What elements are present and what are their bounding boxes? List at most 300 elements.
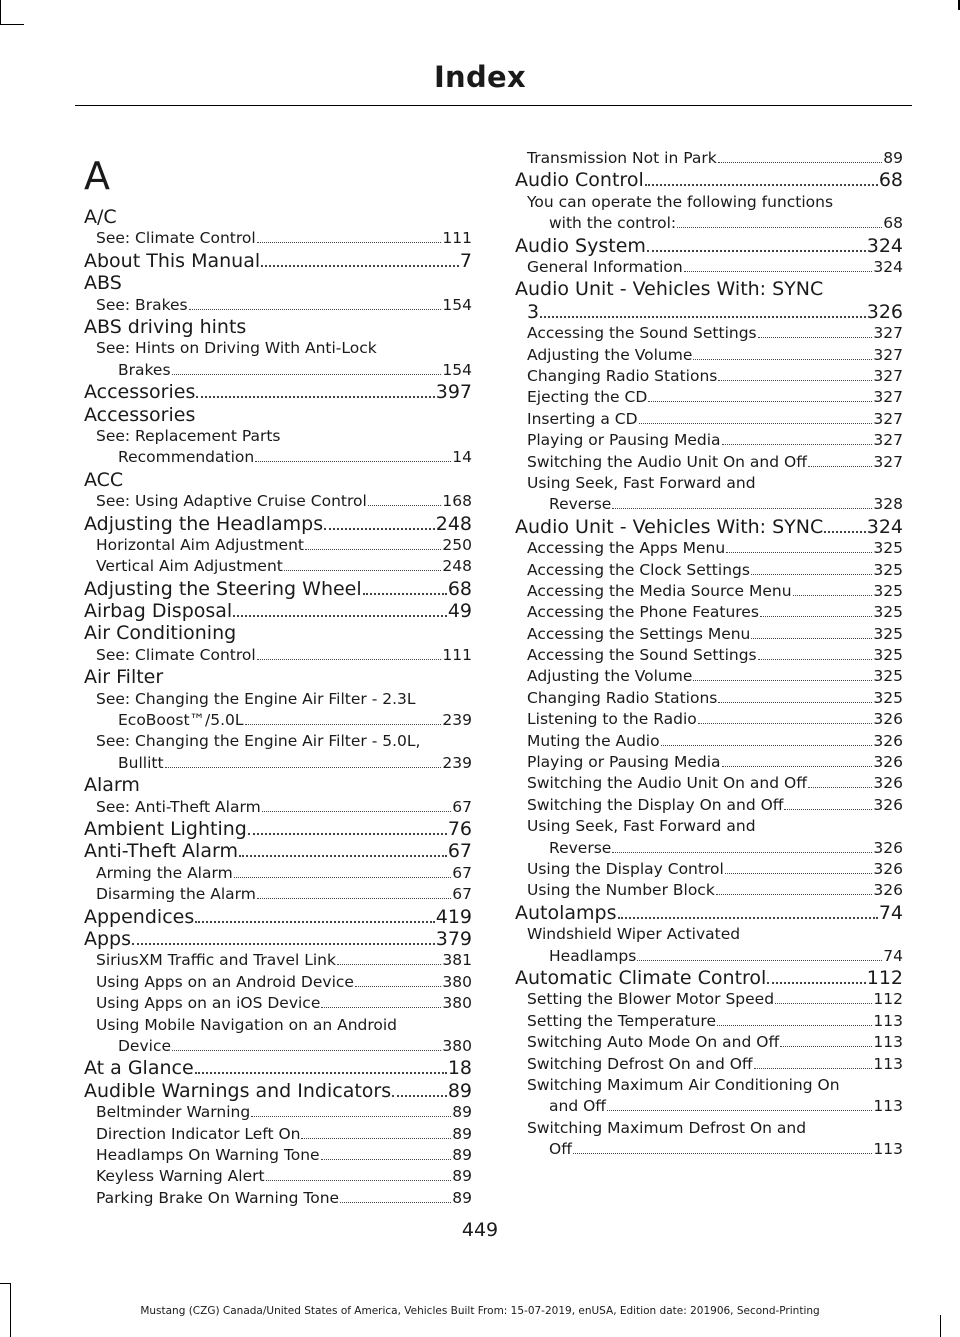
entry-label-continued: EcoBoost™/5.0L [118, 711, 244, 730]
dot-leader [284, 570, 442, 571]
entry-page: 89 [452, 1103, 472, 1122]
index-entry [515, 709, 903, 730]
entry-page: 324 [873, 257, 903, 276]
entry-page: 89 [883, 149, 903, 167]
entry-page: 380 [442, 994, 472, 1013]
entry-label: See: Climate Control [96, 229, 256, 248]
index-entry [515, 581, 903, 602]
index-entry [515, 795, 903, 816]
dot-leader [248, 833, 447, 835]
dot-leader [257, 659, 442, 660]
index-entry [84, 316, 472, 338]
index-entry [84, 1124, 472, 1145]
entry-label: See: Changing the Engine Air Filter - 5.0L, [96, 732, 421, 751]
entry-label: Listening to the Radio [527, 710, 697, 729]
dot-leader [637, 960, 882, 961]
entry-label: Autolamps [515, 901, 617, 924]
entry-label: Accessing the Media Source Menu [527, 581, 792, 600]
index-entry [515, 1075, 903, 1118]
entry-page: 239 [442, 753, 472, 772]
index-entry [84, 906, 472, 928]
entry-page: 325 [873, 667, 903, 686]
index-entry [515, 924, 903, 967]
index-entry [84, 622, 472, 644]
index-entry [84, 1166, 472, 1187]
entry-label: About This Manual [84, 249, 261, 272]
entry-page: 326 [873, 860, 903, 879]
entry-page: 112 [866, 967, 903, 989]
dot-leader [661, 745, 873, 746]
entry-label: Arming the Alarm [96, 863, 233, 882]
index-entry [84, 1015, 472, 1058]
index-entry [515, 1032, 903, 1053]
index-entry [84, 840, 472, 862]
dot-leader [257, 242, 442, 243]
entry-label: See: Climate Control [96, 645, 256, 664]
entry-label: Air Filter [84, 666, 164, 689]
index-entry [84, 1057, 472, 1079]
dot-leader [132, 943, 435, 945]
entry-page: 327 [873, 388, 903, 407]
dot-leader [234, 877, 452, 878]
entry-page: 68 [878, 169, 903, 192]
index-entry [515, 560, 903, 581]
index-entry [84, 863, 472, 884]
entry-page: 325 [873, 581, 903, 600]
entry-page: 168 [442, 492, 472, 511]
entry-label: Parking Brake On Warning Tone [96, 1188, 340, 1207]
index-entry [515, 1054, 903, 1075]
index-column-right [515, 148, 903, 1161]
entry-label: Switching the Audio Unit On and Off [527, 774, 807, 793]
entry-page: 113 [873, 1097, 903, 1116]
entry-page: 18 [447, 1057, 472, 1080]
dot-leader [266, 1180, 452, 1181]
index-entry [515, 816, 903, 859]
entry-label: Audio Unit - Vehicles With: SYNC [515, 278, 824, 301]
entry-page: 326 [873, 774, 903, 793]
dot-leader [172, 1050, 441, 1051]
index-entry [84, 928, 472, 950]
dot-leader [717, 1025, 872, 1026]
entry-label: Keyless Warning Alert [96, 1167, 265, 1186]
index-entry [515, 880, 903, 901]
entry-label: Audio Unit - Vehicles With: SYNC [515, 515, 824, 538]
entry-page: 325 [873, 539, 903, 558]
index-entry [515, 773, 903, 794]
index-entry [84, 731, 472, 774]
dot-leader [392, 1095, 447, 1097]
entry-page: 74 [878, 901, 903, 924]
dot-leader [165, 767, 442, 768]
entry-label: Accessing the Settings Menu [527, 624, 751, 643]
dot-leader [321, 1159, 452, 1160]
entry-label: Adjusting the Volume [527, 667, 693, 686]
entry-page: 327 [873, 366, 903, 385]
index-entries-right [515, 148, 903, 1161]
index-entry [84, 556, 472, 577]
index-entry [515, 452, 903, 473]
dot-leader [808, 787, 873, 788]
entry-page: 325 [873, 688, 903, 707]
index-entry [84, 513, 472, 535]
entry-label-continued: Recommendation [118, 448, 255, 467]
entry-label-continued: Bullitt [118, 753, 164, 772]
entry-label: Switching Defrost On and Off [527, 1054, 753, 1073]
index-entry [84, 338, 472, 381]
entry-page: 397 [435, 381, 472, 404]
index-entry [515, 409, 903, 430]
entry-label: Air Conditioning [84, 622, 237, 645]
entry-label-continued: Reverse [549, 495, 612, 514]
entry-page: 419 [435, 905, 472, 928]
entry-label: Accessing the Apps Menu [527, 539, 726, 558]
dot-leader [693, 680, 872, 681]
entry-page: 89 [447, 1079, 472, 1102]
entry-label: Alarm [84, 774, 140, 797]
entry-label: Inserting a CD [527, 409, 638, 428]
entry-label: Playing or Pausing Media [527, 753, 721, 772]
index-entry [515, 257, 903, 278]
entry-page: 67 [452, 797, 472, 816]
index-entry [84, 774, 472, 796]
index-entry [84, 535, 472, 556]
index-entry [84, 469, 472, 491]
entry-label: See: Hints on Driving With Anti-Lock [96, 339, 377, 358]
entry-page: 68 [447, 577, 472, 600]
entry-page: 326 [873, 795, 903, 814]
index-entry [84, 295, 472, 316]
dot-leader [612, 508, 872, 509]
entry-label: Accessing the Sound Settings [527, 324, 757, 343]
dot-leader [758, 337, 873, 338]
entry-page: 326 [873, 753, 903, 772]
index-entry [84, 426, 472, 469]
dot-leader [324, 528, 435, 530]
dot-leader [355, 986, 441, 987]
index-entry [515, 752, 903, 773]
entry-label: Direction Indicator Left On [96, 1124, 301, 1143]
entry-page: 154 [442, 295, 472, 314]
index-entry [84, 645, 472, 666]
entry-page: 381 [442, 951, 472, 970]
entry-page: 89 [452, 1188, 472, 1207]
entry-label: ABS [84, 272, 122, 295]
index-entry [84, 950, 472, 971]
entry-label: Audio Control [515, 169, 644, 192]
index-entry [515, 538, 903, 559]
entry-label: Setting the Blower Motor Speed [527, 990, 775, 1009]
entry-page: 239 [442, 711, 472, 730]
entry-label: Switching Maximum Defrost On and [527, 1118, 807, 1137]
entry-label: Changing Radio Stations [527, 688, 718, 707]
dot-leader [172, 374, 442, 375]
entry-label: Audio System [515, 234, 646, 257]
dot-leader [261, 265, 459, 267]
entry-page: 250 [442, 535, 472, 554]
dot-leader [262, 811, 452, 812]
entry-label: General Information [527, 257, 683, 276]
index-entry [84, 797, 472, 818]
entry-label: Vertical Aim Adjustment [96, 557, 283, 576]
entry-page: 89 [452, 1167, 472, 1186]
entry-label: Switching the Audio Unit On and Off [527, 452, 807, 471]
entry-page: 325 [873, 560, 903, 579]
index-entries-left [84, 206, 472, 1209]
dot-leader [233, 615, 447, 617]
index-entry [515, 473, 903, 516]
entry-label-continued: Headlamps [549, 946, 637, 965]
dot-leader [758, 659, 873, 660]
index-entry [515, 967, 903, 989]
dot-leader [340, 1202, 451, 1203]
entry-label-continued: Brakes [118, 360, 171, 379]
index-entry [515, 645, 903, 666]
entry-page: 325 [873, 603, 903, 622]
dot-leader [245, 724, 442, 725]
entry-page: 76 [447, 818, 472, 841]
entry-page: 326 [873, 731, 903, 750]
index-entry [515, 731, 903, 752]
entry-label: Apps [84, 928, 132, 951]
entry-label: Setting the Temperature [527, 1011, 716, 1030]
dot-leader [754, 1068, 873, 1069]
dot-leader [718, 702, 872, 703]
crop-mark [0, 0, 1, 24]
entry-label: ACC [84, 468, 124, 491]
dot-leader [251, 1116, 451, 1117]
index-entry [515, 387, 903, 408]
dot-leader [684, 271, 873, 272]
entry-page: 380 [442, 1036, 472, 1055]
entry-page: 327 [873, 324, 903, 343]
dot-leader [189, 309, 442, 310]
dot-leader [722, 766, 873, 767]
entry-page: 113 [873, 1054, 903, 1073]
dot-leader [767, 982, 865, 984]
entry-label: Beltminder Warning [96, 1103, 251, 1122]
index-entry [515, 666, 903, 687]
dot-leader [607, 1110, 872, 1111]
dot-leader [793, 595, 873, 596]
dot-leader [612, 852, 872, 853]
index-entry [84, 600, 472, 622]
entry-label-continued: Device [118, 1036, 172, 1055]
dot-leader [760, 616, 872, 617]
entry-label: Horizontal Aim Adjustment [96, 535, 304, 554]
entry-label: Automatic Climate Control [515, 967, 767, 989]
crop-mark [940, 1315, 941, 1337]
page-title: Index [433, 60, 527, 94]
entry-label: Using Seek, Fast Forward and [527, 473, 756, 492]
entry-page: 327 [873, 345, 903, 364]
entry-label: Changing Radio Stations [527, 366, 718, 385]
crop-mark [0, 24, 24, 25]
index-entry [515, 235, 903, 257]
index-entry [84, 250, 472, 272]
index-entry [515, 366, 903, 387]
dot-leader [363, 593, 447, 595]
index-entry [84, 1080, 472, 1102]
index-entry [515, 859, 903, 880]
entry-page: 67 [447, 840, 472, 863]
index-entry [515, 516, 903, 538]
entry-label: Using Seek, Fast Forward and [527, 817, 756, 836]
entry-page: 324 [866, 234, 903, 257]
entry-page: 89 [452, 1145, 472, 1164]
index-entry [515, 989, 903, 1010]
index-entry [84, 884, 472, 905]
index-entry [84, 228, 472, 249]
index-entry [515, 278, 903, 323]
dot-leader [775, 1003, 872, 1004]
entry-page: 326 [873, 710, 903, 729]
entry-label-continued: Reverse [549, 838, 612, 857]
index-entry [515, 1011, 903, 1032]
entry-page: 111 [442, 645, 472, 664]
index-entry [84, 993, 472, 1014]
entry-page: 328 [873, 495, 903, 514]
entry-page: 74 [883, 946, 903, 965]
entry-page: 327 [873, 452, 903, 471]
entry-label: Switching Maximum Air Conditioning On [527, 1075, 840, 1094]
index-entry [84, 404, 472, 426]
entry-page: 113 [873, 1033, 903, 1052]
entry-label: Disarming the Alarm [96, 885, 256, 904]
entry-page: 68 [883, 214, 903, 233]
entry-label: Accessories [84, 403, 196, 426]
entry-page: 67 [452, 885, 472, 904]
entry-label: ABS driving hints [84, 315, 247, 338]
entry-label: Transmission Not in Park [527, 149, 717, 167]
dot-leader [648, 401, 872, 402]
dot-leader [824, 531, 865, 533]
entry-label: Using the Display Control [527, 860, 724, 879]
entry-label: Using Apps on an iOS Device [96, 994, 321, 1013]
entry-page: 325 [873, 624, 903, 643]
entry-label: Accessing the Phone Features [527, 603, 759, 622]
index-entry [515, 345, 903, 366]
dot-leader [618, 917, 878, 919]
entry-label-continued: with the control: [549, 214, 677, 233]
dot-leader [195, 1072, 447, 1074]
entry-label: See: Using Adaptive Cruise Control [96, 492, 367, 511]
index-entry [515, 430, 903, 451]
index-entry [515, 902, 903, 924]
entry-page: 380 [442, 972, 472, 991]
index-entry [84, 272, 472, 294]
dot-leader [698, 723, 873, 724]
entry-page: 111 [442, 229, 472, 248]
index-entry [515, 1118, 903, 1161]
entry-page: 248 [442, 557, 472, 576]
index-entry [515, 148, 903, 169]
index-entry [84, 689, 472, 732]
index-entry [515, 169, 903, 191]
entry-label: Windshield Wiper Activated [527, 925, 741, 944]
dot-leader [784, 809, 872, 810]
index-column-left [84, 148, 472, 1209]
dot-leader [195, 921, 435, 923]
entry-page: 326 [873, 838, 903, 857]
index-entry [84, 818, 472, 840]
entry-page: 113 [873, 1140, 903, 1159]
dot-leader [645, 184, 878, 186]
entry-page: 7 [459, 249, 472, 272]
entry-label: Appendices [84, 905, 195, 928]
dot-leader [257, 898, 451, 899]
entry-label: SiriusXM Traffic and Travel Link [96, 951, 336, 970]
dot-leader [301, 1138, 451, 1139]
dot-leader [751, 574, 872, 575]
index-entry [84, 1188, 472, 1209]
index-entry [515, 624, 903, 645]
entry-page: 112 [873, 990, 903, 1009]
entry-label: Adjusting the Headlamps [84, 512, 324, 535]
dot-leader [693, 359, 872, 360]
entry-label: Headlamps On Warning Tone [96, 1145, 320, 1164]
dot-leader [726, 552, 872, 553]
dot-leader [368, 505, 442, 506]
dot-leader [677, 227, 882, 228]
dot-leader [716, 894, 873, 895]
index-entry [84, 1102, 472, 1123]
entry-label: Switching Auto Mode On and Off [527, 1033, 780, 1052]
entry-label: Accessing the Clock Settings [527, 560, 750, 579]
entry-label-continued: Off [549, 1140, 572, 1159]
dot-leader [639, 423, 873, 424]
index-entry [84, 206, 472, 228]
index-entry [84, 578, 472, 600]
entry-label: Using Apps on an Android Device [96, 972, 354, 991]
crop-mark [0, 1283, 10, 1284]
index-entry [515, 192, 903, 235]
dot-leader [337, 964, 441, 965]
entry-page: 326 [873, 881, 903, 900]
dot-leader [725, 873, 873, 874]
dot-leader [808, 466, 873, 467]
entry-label: Ambient Lighting [84, 818, 247, 841]
entry-label-continued: and Off [549, 1097, 606, 1116]
entry-label: Anti-Theft Alarm [84, 840, 238, 863]
index-entry [515, 688, 903, 709]
entry-label: Audible Warnings and Indicators [84, 1079, 392, 1102]
entry-page: 67 [452, 863, 472, 882]
dot-leader [718, 162, 883, 163]
dot-leader [305, 549, 441, 550]
entry-page: 89 [452, 1124, 472, 1143]
dot-leader [751, 638, 872, 639]
dot-leader [722, 444, 873, 445]
index-entry [515, 323, 903, 344]
entry-label: Accessing the Sound Settings [527, 646, 757, 665]
index-entry [84, 666, 472, 688]
dot-leader [321, 1007, 441, 1008]
dot-leader [718, 380, 872, 381]
entry-page: 379 [435, 928, 472, 951]
dot-leader [780, 1046, 872, 1047]
entry-page: 325 [873, 646, 903, 665]
entry-label: Ejecting the CD [527, 388, 648, 407]
entry-label: Switching the Display On and Off [527, 795, 784, 814]
entry-label: Using Mobile Navigation on an Android [96, 1015, 398, 1034]
entry-label: Adjusting the Steering Wheel [84, 577, 362, 600]
entry-page: 326 [866, 300, 903, 323]
entry-label: See: Brakes [96, 295, 188, 314]
index-entry [515, 602, 903, 623]
entry-page: 327 [873, 431, 903, 450]
footer-text: Mustang (CZG) Canada/United States of America, Vehicles Built From: 15-07-2019, enUSA, Edition date: 201906, Second-Printing [140, 1305, 820, 1317]
